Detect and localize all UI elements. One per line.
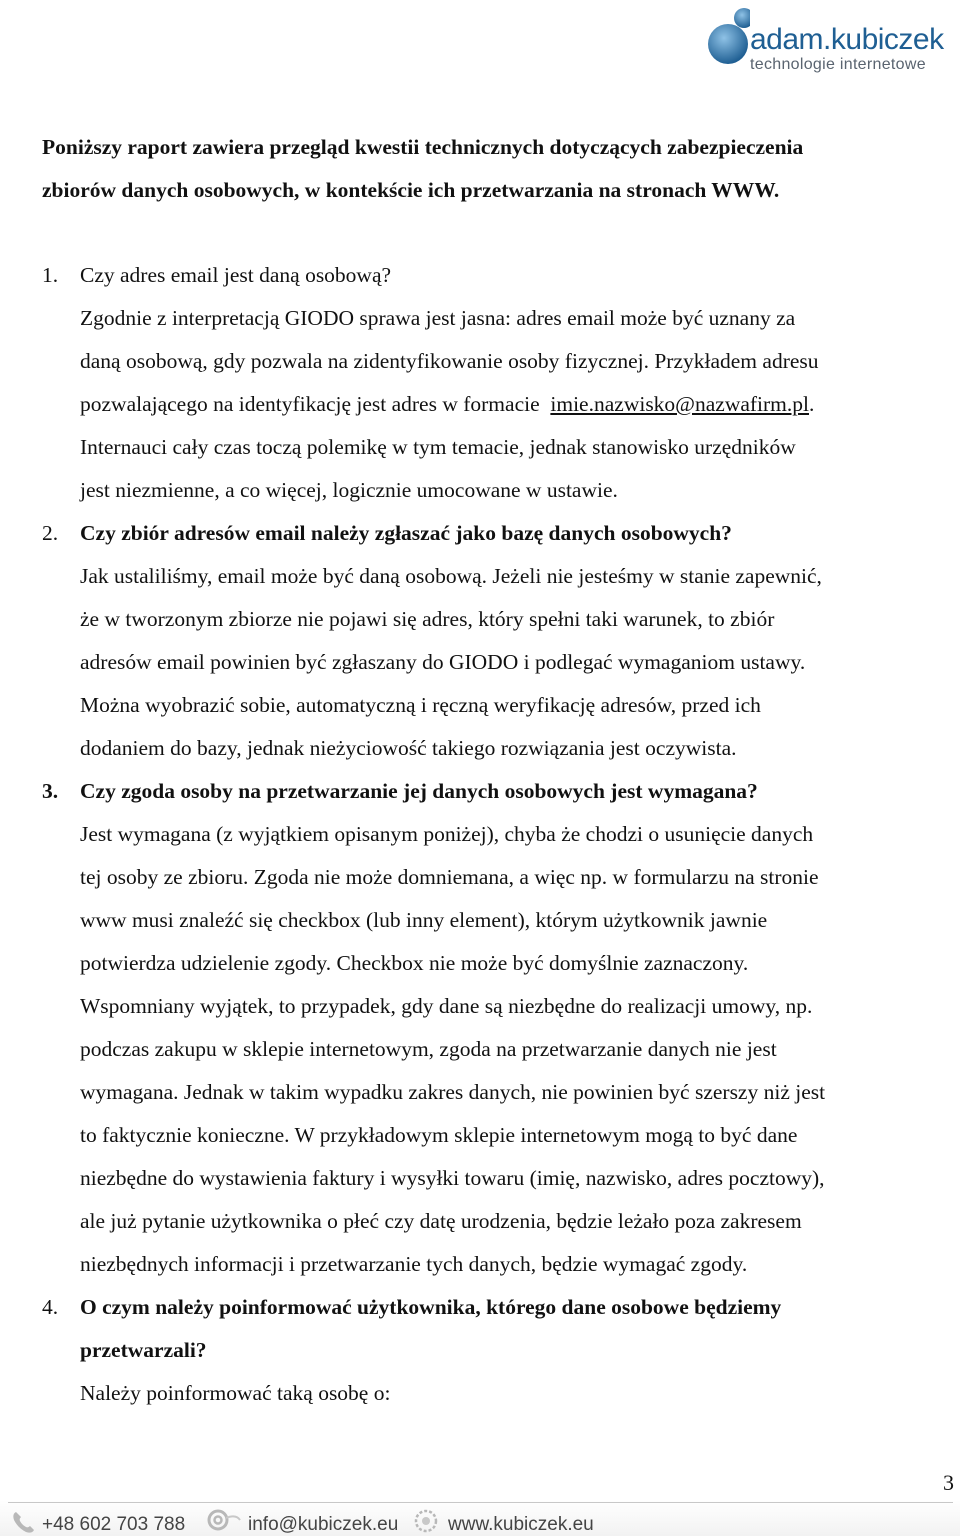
email-example-link[interactable]: imie.nazwisko@nazwafirm.pl <box>550 392 809 416</box>
answer-line: adresów email powinien być zgłaszany do GIODO i podlegać wymaganiom ustawy. <box>80 650 806 674</box>
section-answer <box>80 297 952 512</box>
footer-phone[interactable] <box>10 1508 210 1536</box>
question-line: przetwarzali? <box>80 1338 207 1362</box>
answer-line: podczas zakupu w sklepie internetowym, zgoda na przetwarzanie danych nie jest <box>80 1037 777 1061</box>
footer-website[interactable] <box>412 1508 622 1536</box>
section-number: 3. <box>42 779 59 803</box>
footer-website-text: www.kubiczek.eu <box>448 1514 594 1535</box>
answer-line: tej osoby ze zbioru. Zgoda nie może domniemana, a więc np. w formularzu na stronie <box>80 865 819 889</box>
logo-sphere-icon <box>706 4 750 76</box>
answer-line: Należy poinformować taką osobę o: <box>80 1381 391 1405</box>
answer-line: daną osobową, gdy pozwala na zidentyfikowanie osoby fizycznej. Przykładem adresu <box>80 349 819 373</box>
question-line: O czym należy poinformować użytkownika, którego dane osobowe będziemy <box>80 1295 782 1319</box>
intro-line: zbiorów danych osobowych, w kontekście ich przetwarzania na stronach WWW. <box>42 178 780 202</box>
globe-icon <box>412 1508 446 1536</box>
intro-line: Poniższy raport zawiera przegląd kwestii technicznych dotyczących zabezpieczenia <box>42 135 804 159</box>
answer-line: że w tworzonym zbiorze nie pojawi się adres, który spełni taki warunek, to zbiór <box>80 607 775 631</box>
footer <box>0 1500 960 1536</box>
answer-line <box>80 383 952 426</box>
section-1 <box>42 254 952 512</box>
answer-line: Można wyobrazić sobie, automatyczną i ręczną weryfikację adresów, przed ich <box>80 693 761 717</box>
logo-name: adam.kubiczek <box>750 23 944 56</box>
section-question: Czy adres email jest daną osobową? <box>80 263 392 287</box>
answer-line: jest niezmienne, a co więcej, logicznie umocowane w ustawie. <box>80 478 618 502</box>
section-3 <box>42 770 952 1286</box>
section-number: 1. <box>42 263 59 287</box>
section-question: Czy zbiór adresów email należy zgłaszać jako bazę danych osobowych? <box>80 521 732 545</box>
answer-line: potwierdza udzielenie zgody. Checkbox nie może być domyślnie zaznaczony. <box>80 951 749 975</box>
answer-line: niezbędne do wystawienia faktury i wysyłki towaru (imię, nazwisko, adres pocztowy), <box>80 1166 825 1190</box>
section-question: Czy zgoda osoby na przetwarzanie jej danych osobowych jest wymagana? <box>80 779 758 803</box>
logo-tagline: technologie internetowe <box>750 56 926 73</box>
intro-paragraph <box>42 126 942 212</box>
section-4 <box>42 1286 952 1415</box>
email-at-icon <box>204 1508 244 1536</box>
footer-email[interactable] <box>204 1508 414 1536</box>
section-number: 4. <box>42 1295 59 1319</box>
company-logo <box>706 4 954 76</box>
answer-line: Wspomniany wyjątek, to przypadek, gdy dane są niezbędne do realizacji umowy, np. <box>80 994 813 1018</box>
section-2 <box>42 512 952 770</box>
answer-line: Zgodnie z interpretacją GIODO sprawa jest jasna: adres email może być uznany za <box>80 306 796 330</box>
answer-line: ale już pytanie użytkownika o płeć czy datę urodzenia, będzie leżało poza zakresem <box>80 1209 802 1233</box>
section-number: 2. <box>42 521 59 545</box>
answer-line: to faktycznie konieczne. W przykładowym sklepie internetowym mogą to być dane <box>80 1123 798 1147</box>
section-answer <box>80 813 952 1286</box>
footer-divider <box>8 1502 953 1503</box>
footer-email-text: info@kubiczek.eu <box>248 1514 399 1535</box>
answer-line: Jak ustaliliśmy, email może być daną osobową. Jeżeli nie jesteśmy w stanie zapewnić, <box>80 564 822 588</box>
answer-line: niezbędnych informacji i przetwarzanie tych danych, będzie wymagać zgody. <box>80 1252 748 1276</box>
answer-line: dodaniem do bazy, jednak nieżyciowość takiego rozwiązania jest oczywista. <box>80 736 737 760</box>
section-answer <box>80 555 952 770</box>
section-answer <box>80 1372 952 1415</box>
answer-line: Internauci cały czas toczą polemikę w tym temacie, jednak stanowisko urzędników <box>80 435 796 459</box>
page-number: 3 <box>943 1470 954 1495</box>
email-suffix: . <box>809 392 815 416</box>
answer-line-text: pozwalającego na identyfikację jest adres w formacie <box>80 392 540 416</box>
footer-phone-text: +48 602 703 788 <box>42 1514 186 1535</box>
section-question <box>80 1286 952 1372</box>
answer-line: www musi znaleźć się checkbox (lub inny element), którym użytkownik jawnie <box>80 908 768 932</box>
answer-line: Jest wymagana (z wyjątkiem opisanym poniżej), chyba że chodzi o usunięcie danych <box>80 822 814 846</box>
phone-icon <box>10 1508 40 1536</box>
answer-line: wymagana. Jednak w takim wypadku zakres danych, nie powinien być szerszy niż jest <box>80 1080 826 1104</box>
